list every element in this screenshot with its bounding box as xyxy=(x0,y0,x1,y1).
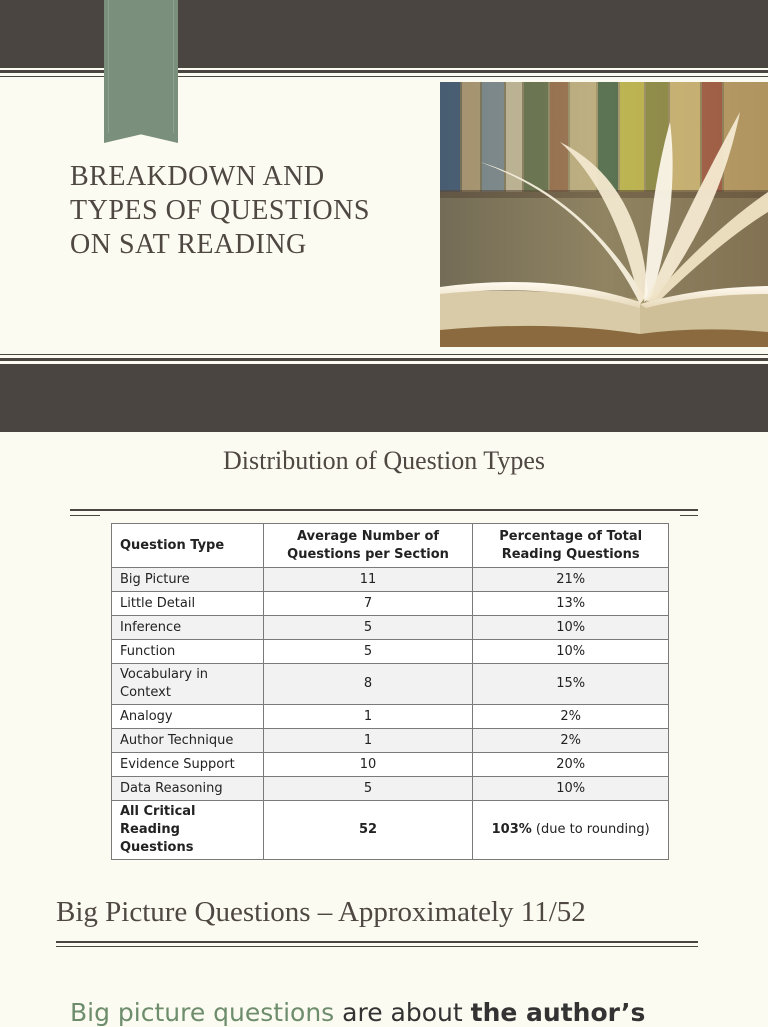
distribution-slide xyxy=(0,432,768,1027)
cell-pct: 10% xyxy=(473,777,669,801)
title-line-2: TYPES OF QUESTIONS xyxy=(70,195,370,226)
cell-type: Analogy xyxy=(112,705,264,729)
cell-avg: 1 xyxy=(263,729,473,753)
cell-pct: 10% xyxy=(473,640,669,664)
table-row xyxy=(112,616,669,640)
cell-type: Evidence Support xyxy=(112,753,264,777)
title-slide xyxy=(0,0,768,432)
body-bold: the author’s xyxy=(470,998,646,1027)
cell-avg: 5 xyxy=(263,640,473,664)
cell-avg: 5 xyxy=(263,777,473,801)
header-percentage: Percentage of Total Reading Questions xyxy=(473,524,669,568)
total-pct-value: 103% xyxy=(491,822,532,837)
table-row xyxy=(112,753,669,777)
body-green-term: Big picture questions xyxy=(70,998,335,1027)
cell-pct: 21% xyxy=(473,568,669,592)
body-text xyxy=(70,998,768,1027)
slide-title xyxy=(70,160,430,262)
table-row xyxy=(112,640,669,664)
cell-avg: 1 xyxy=(263,705,473,729)
cell-pct: 20% xyxy=(473,753,669,777)
title-line-1: BREAKDOWN AND xyxy=(70,161,325,192)
cell-pct: 2% xyxy=(473,705,669,729)
cell-avg: 5 xyxy=(263,616,473,640)
cell-avg: 8 xyxy=(263,664,473,705)
heading-rule-left-tick xyxy=(70,515,100,516)
cell-pct: 2% xyxy=(473,729,669,753)
table-header-row xyxy=(112,524,669,568)
open-book-photo xyxy=(440,82,768,347)
bookmark-ribbon xyxy=(104,0,178,143)
section-heading: Distribution of Question Types xyxy=(223,446,545,475)
cell-pct: 15% xyxy=(473,664,669,705)
table-row xyxy=(112,729,669,753)
cell-type: Data Reasoning xyxy=(112,777,264,801)
table-row xyxy=(112,705,669,729)
table-total-row xyxy=(112,801,669,860)
subheading-rule xyxy=(56,941,698,943)
cell-type: Author Technique xyxy=(112,729,264,753)
subheading-rule-thin xyxy=(56,946,698,947)
cell-avg: 11 xyxy=(263,568,473,592)
cell-type: Vocabulary in Context xyxy=(112,664,264,705)
cell-avg: 10 xyxy=(263,753,473,777)
bottom-rule-thick xyxy=(0,358,768,361)
body-plain: are about xyxy=(334,998,471,1027)
bottom-rule-thin xyxy=(0,354,768,355)
table-row xyxy=(112,592,669,616)
question-distribution-table xyxy=(111,523,669,860)
cell-total-type: All Critical Reading Questions xyxy=(112,801,264,860)
cell-total-avg: 52 xyxy=(263,801,473,860)
cell-type: Function xyxy=(112,640,264,664)
table-row xyxy=(112,664,669,705)
cell-pct: 13% xyxy=(473,592,669,616)
cell-total-pct xyxy=(473,801,669,860)
title-line-3: ON SAT READING xyxy=(70,229,307,260)
total-pct-note: (due to rounding) xyxy=(531,822,650,837)
heading-rule xyxy=(70,509,698,511)
cell-type: Little Detail xyxy=(112,592,264,616)
cell-avg: 7 xyxy=(263,592,473,616)
heading-rule-right-tick xyxy=(680,515,698,516)
bottom-bar xyxy=(0,364,768,432)
cell-type: Inference xyxy=(112,616,264,640)
big-picture-heading: Big Picture Questions – Approximately 11/52 xyxy=(56,896,586,928)
header-question-type: Question Type xyxy=(112,524,264,568)
header-average-number: Average Number of Questions per Section xyxy=(263,524,473,568)
table-row xyxy=(112,568,669,592)
cell-pct: 10% xyxy=(473,616,669,640)
table-row xyxy=(112,777,669,801)
cell-type: Big Picture xyxy=(112,568,264,592)
